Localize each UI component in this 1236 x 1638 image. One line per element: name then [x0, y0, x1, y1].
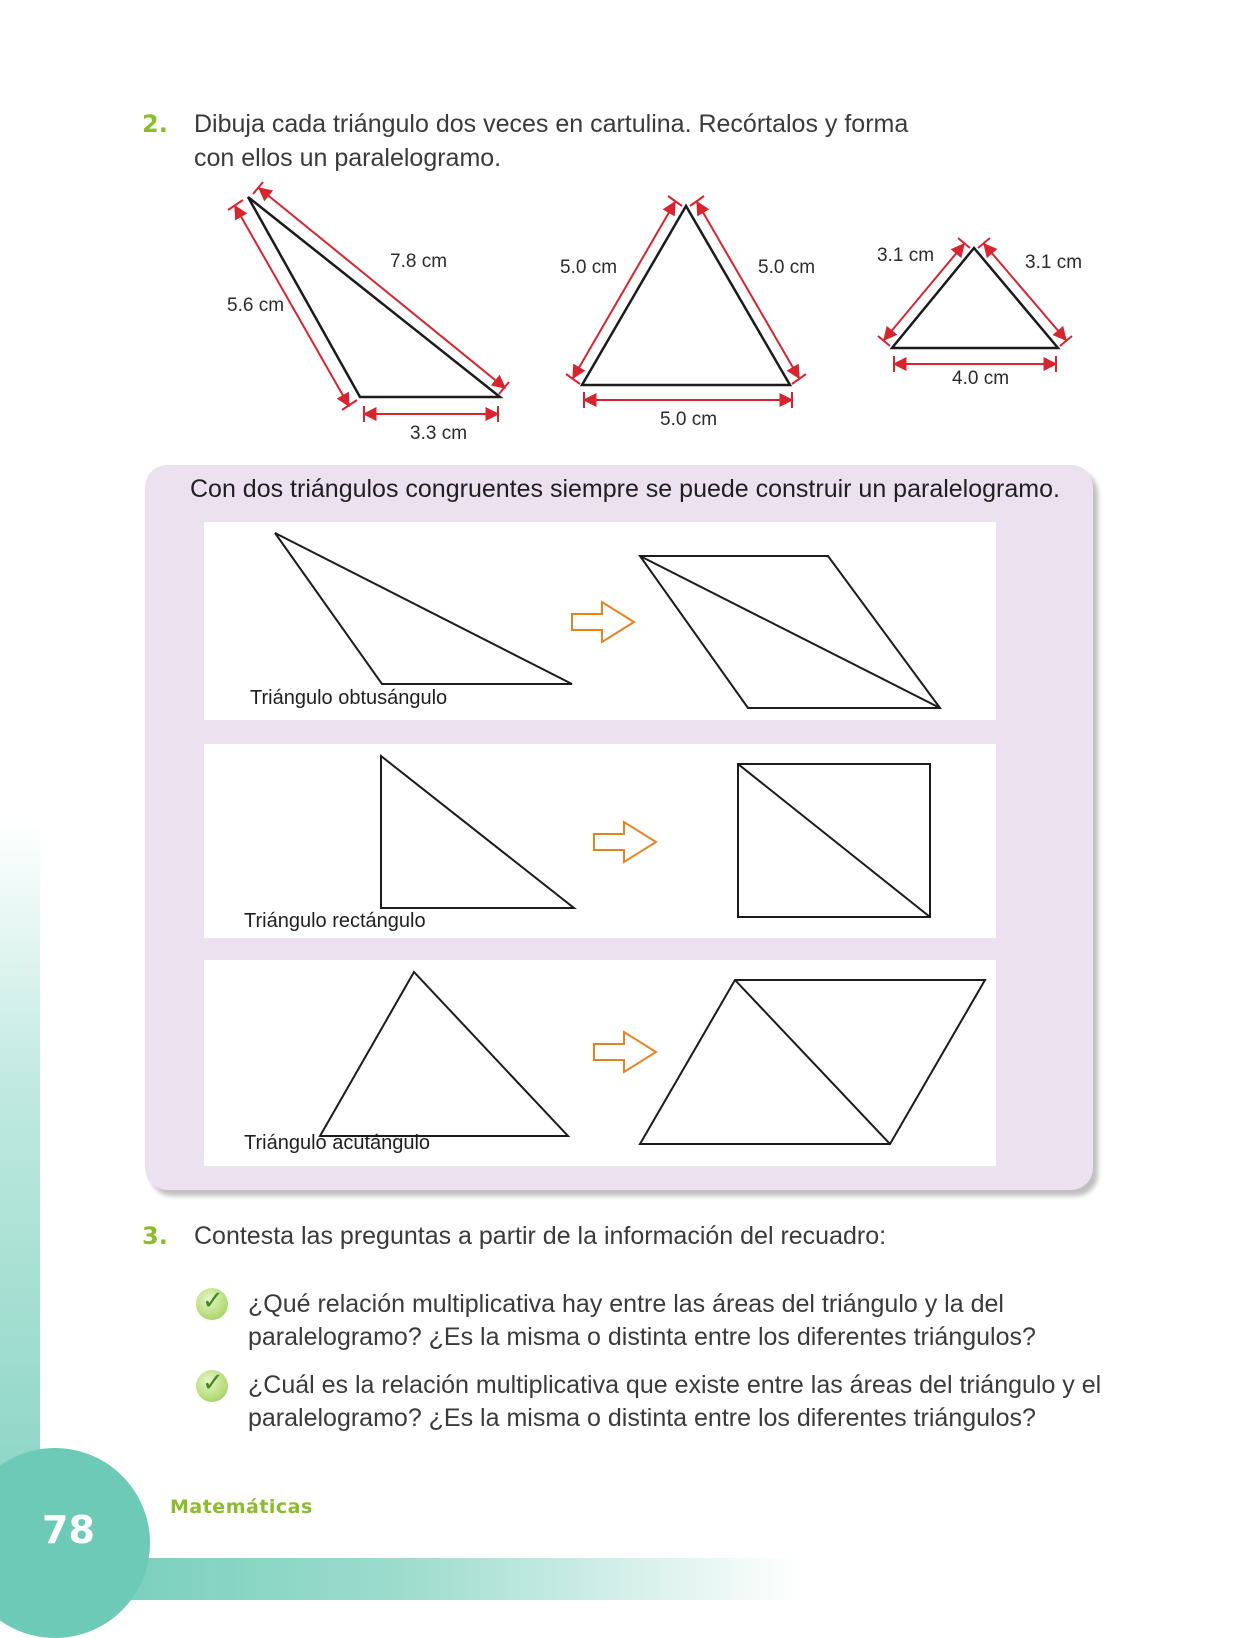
t2-side-b-label: 5.0 cm: [758, 257, 816, 278]
t3-side-b-label: 3.1 cm: [1025, 252, 1083, 273]
panel-acute: [204, 960, 996, 1166]
measured-triangles-figure: [0, 0, 1236, 460]
checkmark-icon: ✓: [196, 1288, 228, 1320]
triangle-obtuse-measured: [227, 182, 509, 444]
footer-subject: Matemáticas: [170, 1496, 313, 1518]
bullet-2-line-2: paralelogramo? ¿Es la misma o distinta entre los diferentes triángulos?: [248, 1404, 1036, 1432]
checkmark-icon: ✓: [196, 1370, 228, 1402]
t2-side-c-label: 5.0 cm: [660, 409, 718, 430]
panel-obtuse-label: Triángulo obtusángulo: [250, 687, 448, 709]
question-2-line-2: con ellos un paralelogramo.: [194, 144, 502, 172]
info-box-title: Con dos triángulos congruentes siempre se puede construir un paralelogramo.: [190, 475, 1060, 503]
panel-acute-label: Triángulo acutángulo: [244, 1132, 431, 1154]
bullet-1-line-1: ¿Qué relación multiplicativa hay entre las áreas del triángulo y la del: [248, 1290, 1004, 1318]
t1-side-a-label: 7.8 cm: [390, 251, 448, 272]
bullet-2-line-1: ¿Cuál es la relación multiplicativa que existe entre las áreas del triángulo y el: [248, 1371, 1102, 1399]
t3-side-a-label: 3.1 cm: [877, 245, 935, 266]
panel-right: [204, 744, 996, 938]
t1-side-b-label: 5.6 cm: [227, 295, 285, 316]
orange-arrow-icon: [572, 602, 634, 642]
t2-side-a-label: 5.0 cm: [560, 257, 618, 278]
t1-side-c-label: 3.3 cm: [410, 423, 468, 444]
panel-right-label: Triángulo rectángulo: [244, 910, 426, 932]
question-2-line-1: Dibuja cada triángulo dos veces en cartulina. Recórtalos y forma: [194, 110, 909, 138]
question-2-number: 2.: [142, 110, 168, 138]
orange-arrow-icon: [594, 822, 656, 862]
page-number: 78: [42, 1508, 95, 1552]
question-3-number: 3.: [142, 1222, 168, 1250]
panel-obtuse: [204, 522, 996, 720]
question-3-text: Contesta las preguntas a partir de la información del recuadro:: [194, 1222, 887, 1250]
triangle-equilateral-measured: [560, 196, 815, 430]
t3-side-c-label: 4.0 cm: [952, 368, 1010, 389]
bullet-1-line-2: paralelogramo? ¿Es la misma o distinta entre los diferentes triángulos?: [248, 1323, 1036, 1351]
orange-arrow-icon: [594, 1032, 656, 1072]
right-to-rectangle-diagram: [204, 744, 996, 938]
triangle-isosceles-measured: [877, 238, 1082, 389]
